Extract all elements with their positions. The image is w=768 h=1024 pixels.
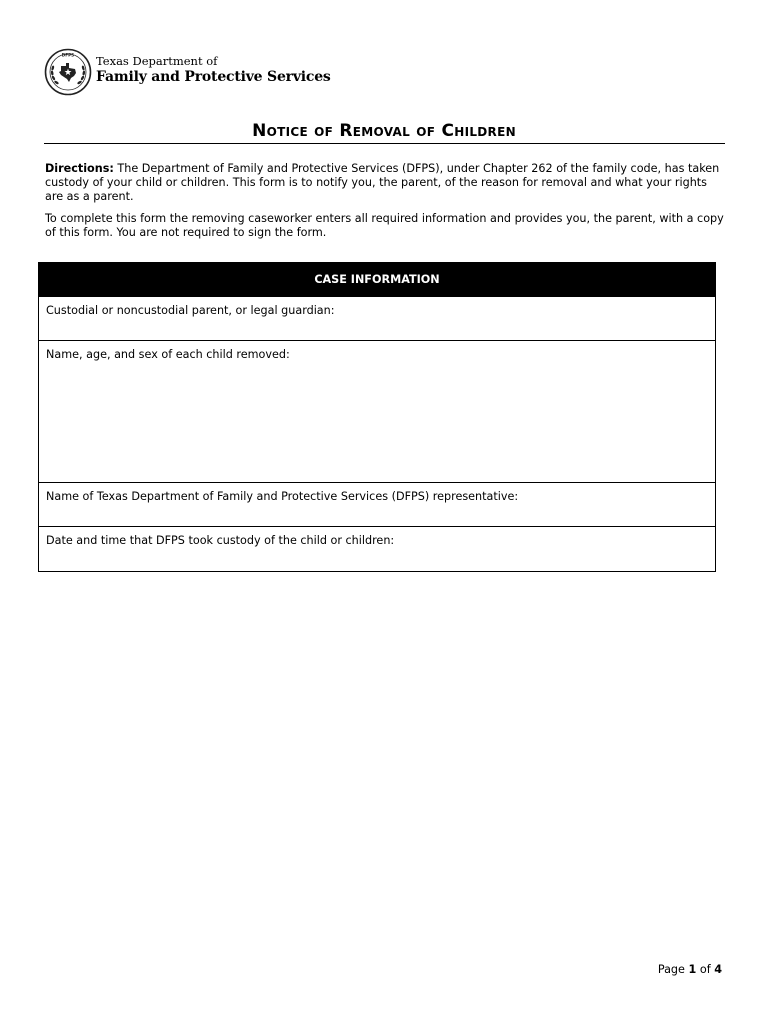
directions-label: Directions:	[45, 162, 114, 175]
agency-name	[96, 55, 331, 84]
dfps-seal-logo	[44, 48, 92, 96]
page-current: 1	[688, 963, 697, 976]
agency-header	[44, 46, 331, 98]
directions-paragraph	[45, 162, 725, 204]
agency-name-line1: Texas Department of	[96, 54, 218, 69]
form-title: Notice of Removal of Children	[252, 121, 516, 141]
of-word: of	[699, 963, 711, 976]
seal-text: DFPS	[61, 52, 75, 58]
children-removed-field[interactable]: Name, age, and sex of each child removed:	[39, 340, 715, 482]
agency-name-line2: Family and Protective Services	[96, 68, 331, 85]
page-word: Page	[657, 963, 685, 976]
directions-text: The Department of Family and Protective Services (DFPS), under Chapter 262 of the family code, has taken custody of your child or children. This form is to notify you, the parent, of the reason for removal and what your rights are as a parent.	[45, 162, 720, 203]
guardian-field[interactable]: Custodial or noncustodial parent, or legal guardian:	[39, 296, 715, 340]
custody-datetime-field[interactable]: Date and time that DFPS took custody of the child or children:	[39, 526, 715, 571]
completion-note: To complete this form the removing caseworker enters all required information and provides you, the parent, with a copy of this form. You are not required to sign the form.	[45, 212, 724, 239]
title-divider	[44, 143, 725, 144]
case-information-table	[38, 262, 716, 572]
case-information-heading: CASE INFORMATION	[39, 263, 715, 296]
page-total: 4	[714, 963, 722, 976]
page-number	[658, 963, 722, 976]
dfps-representative-field[interactable]: Name of Texas Department of Family and Protective Services (DFPS) representative:	[39, 482, 715, 526]
